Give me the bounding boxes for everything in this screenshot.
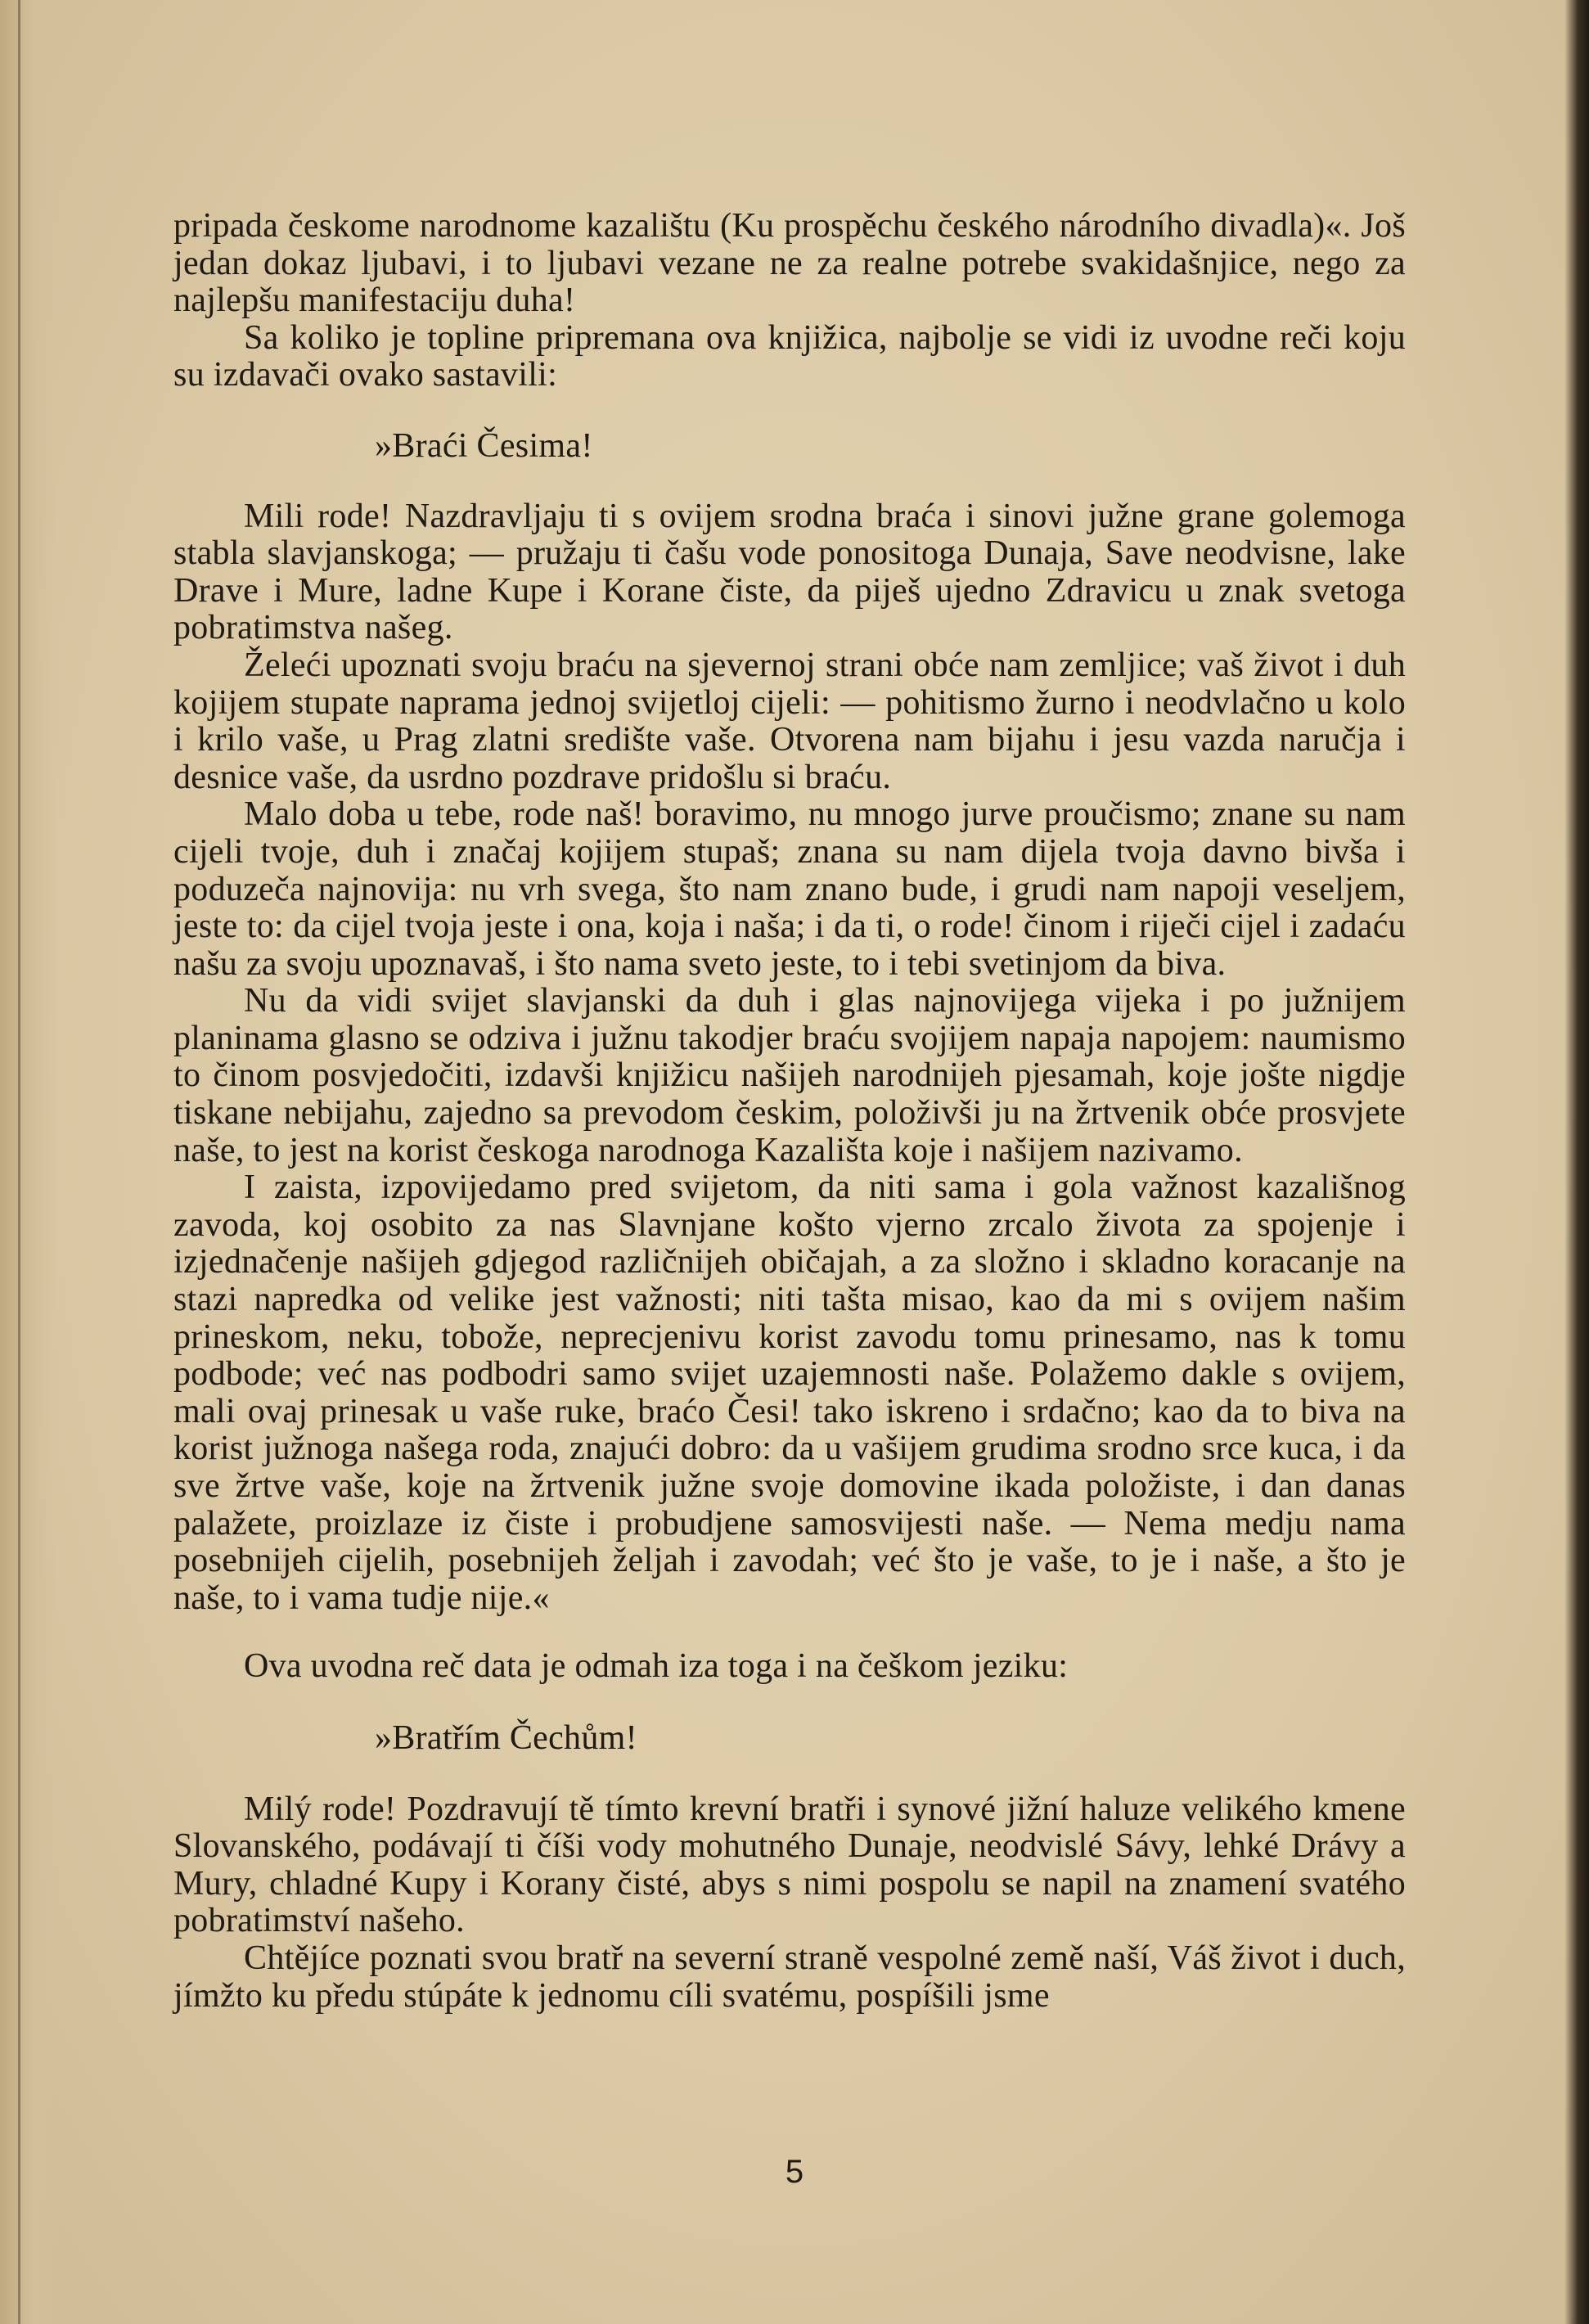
body-text xyxy=(173,208,1406,2015)
dedication-heading-croatian: »Braći Česima! xyxy=(375,426,593,465)
paragraph: Chtějíce poznati svou bratř na severní straně vespolné země naší, Váš život i duch, jímžto ku předu stúpáte k jednomu cíli svatému, pospíšili jsme xyxy=(173,1939,1406,2015)
dedication-heading-czech: »Bratřím Čechům! xyxy=(375,1718,637,1757)
paragraph: Milý rode! Pozdravují tě tímto krevní bratři i synové jižní haluze velikého kmene Slovanského, podávají ti číši vody mohutného Dunaje, neodvislé Sávy, lehké Drávy a Mury, chladné Kupy i Korany čisté, abys s nimi pospolu se napil na znamení svatého pobratimství našeho. xyxy=(173,1790,1406,1940)
paragraph: Nu da vidi svijet slavjanski da duh i glas najnovijega vijeka i po južnijem planinama glasno se odziva i južnu takodjer braću svojijem napaja napojem: naumismo to činom posvjedočiti, izdavši knjižicu našijeh narodnijeh pjesamah, koje jošte nigdje tiskane nebijahu, zajedno sa prevodom českim, položivši ju na žrtvenik obće prosvjete naše, to jest na korist českoga narodnoga Kazališta koje i našijem nazivamo. xyxy=(173,982,1406,1169)
paragraph: Želeći upoznati svoju braću na sjevernoj strani obće nam zemljice; vaš život i duh kojijem stupate naprama jednoj svijetloj cijeli: — pohitismo žurno i neodvlačno u kolo i krilo vaše, u Prag zlatni središte vaše. Otvorena nam bijahu i jesu vazda naručja i desnice vaše, da usrdno pozdrave pridošlu si braću. xyxy=(173,646,1406,796)
page-left-margin-shadow xyxy=(0,0,57,2324)
paragraph: pripada českome narodnome kazalištu (Ku prospěchu českého národního divadla)«. Još jedan dokaz ljubavi, i to ljubavi vezane ne za realne potrebe svakidašnjice, nego za najlepšu manifestaciju duha! xyxy=(173,207,1406,320)
binding-spine-line xyxy=(18,0,20,2324)
paragraph: Malo doba u tebe, rode naš! boravimo, nu mnogo jurve proučismo; znane su nam cijeli tvoje, duh i značaj kojijem stupaš; znana su nam dijela tvoja davno bivša i poduzeča najnovija: nu vrh svega, što nam znano bude, i grudi nam napoji veseljem, jeste to: da cijel tvoja jeste i ona, koja i naša; i da ti, o rode! činom i riječi cijel i zadaću našu za svoju upoznavaš, i što nama sveto jeste, to i tebi svetinjom da biva. xyxy=(173,795,1406,983)
paragraph: Ova uvodna reč data je odmah iza toga i na češkom jeziku: xyxy=(244,1647,1069,1686)
paragraph: Sa koliko je topline pripremana ova knjižica, najbolje se vidi iz uvodne reči koju su izdavači ovako sastavili: xyxy=(173,318,1406,394)
page-number: 5 xyxy=(785,2154,804,2190)
paragraph: I zaista, izpovijedamo pred svijetom, da niti sama i gola važnost kazališnog zavoda, koj osobito za nas Slavnjane košto vjerno zrcalo života za spojenje i izjednačenje našijeh gdjegod različnijeh običajah, a za složno i skladno koracanje na stazi napredka od velike jest važnosti; niti tašta misao, kao da mi s ovijem našim prineskom, neku, tobože, neprecjenivu korist zavodu tomu prinesamo, nas k tomu podbode; već nas podbodri samo svijet uzajemnosti naše. Polažemo dakle s ovijem, mali ovaj prinesak u vaše ruke, braćo Česi! tako iskreno i srdačno; kao da to biva na korist južnoga našega roda, znajući dobro: da u vašijem grudima srodno srce kuca, i da sve žrtve vaše, koje na žrtvenik južne svoje domovine ikada položiste, i dan danas palažete, proizlaze iz čiste i probudjene samosvijesti naše. — Nema medju nama posebnijeh cijelih, posebnijeh željah i zavodah; već što je vaše, to je i naše, a što je naše, to i vama tudje nije.« xyxy=(173,1169,1406,1617)
page-right-edge-shadow xyxy=(1564,0,1589,2324)
paragraph: Mili rode! Nazdravljaju ti s ovijem srodna braća i sinovi južne grane golemoga stabla slavjanskoga; — pružaju ti čašu vode ponositoga Dunaja, Save neodvisne, lake Drave i Mure, ladne Kupe i Korane čiste, da piješ ujedno Zdravicu u znak svetoga pobratimstva našeg. xyxy=(173,497,1406,647)
